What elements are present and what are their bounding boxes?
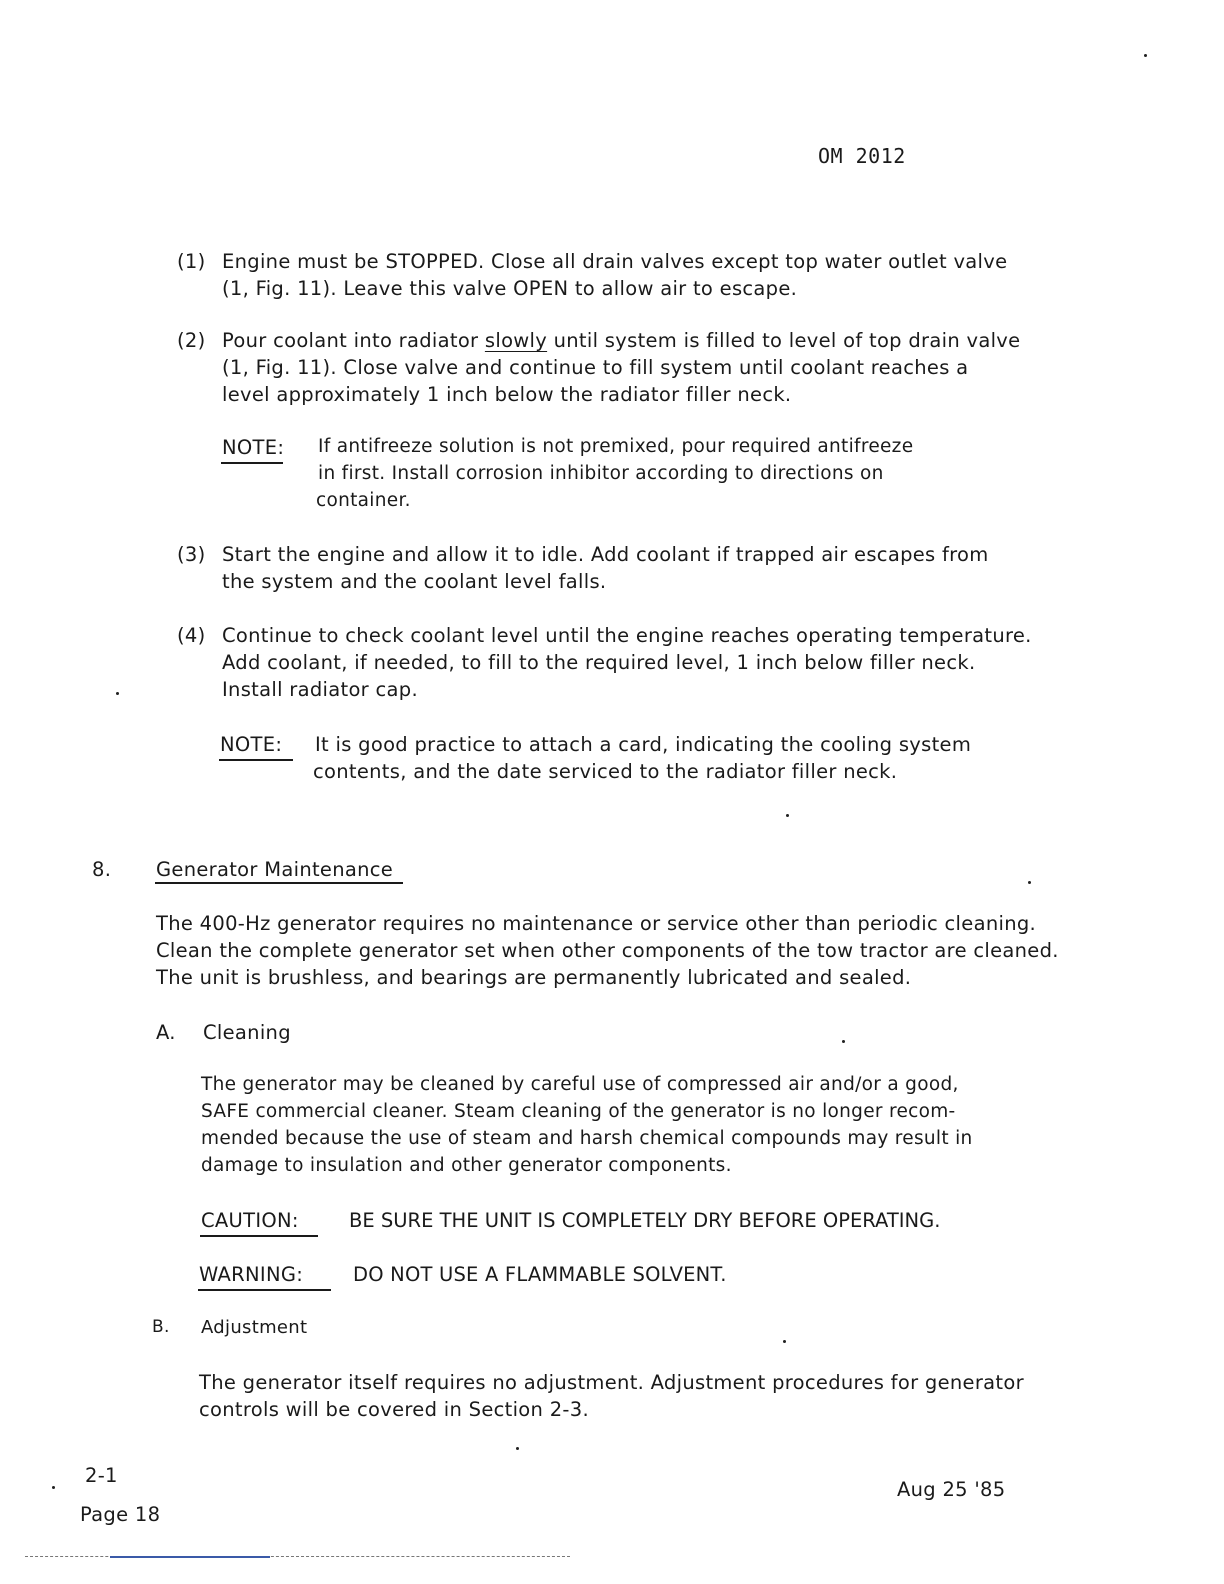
note-label-underline [219, 759, 293, 761]
step-number: (1) [177, 250, 206, 273]
step-text-line: Engine must be STOPPED. Close all drain valves except top water outlet valve [222, 250, 1008, 273]
subsection-label: B. [152, 1317, 170, 1337]
scan-edge-mark [110, 1556, 270, 1558]
section-paragraph-line: Clean the complete generator set when other components of the tow tractor are cleaned. [156, 939, 1059, 962]
scan-speck [842, 1040, 845, 1043]
scan-edge-line [25, 1556, 570, 1557]
document-id: OM 2012 [818, 144, 906, 168]
step-text-line: (1, Fig. 11). Leave this valve OPEN to allow air to escape. [222, 277, 798, 300]
step-number: (4) [177, 624, 206, 647]
step-text-line: Install radiator cap. [222, 678, 418, 701]
step-text-segment: Pour coolant into radiator [222, 329, 485, 352]
subsection-paragraph-line: controls will be covered in Section 2-3. [199, 1398, 589, 1421]
section-number: 8. [92, 858, 112, 881]
emphasis-slowly: slowly [484, 329, 548, 352]
caution-text: BE SURE THE UNIT IS COMPLETELY DRY BEFORE OPERATING. [349, 1209, 941, 1232]
note-text-line: in first. Install corrosion inhibitor according to directions on [318, 463, 884, 484]
step-text-line [222, 331, 1020, 351]
note-text-line: container. [316, 490, 411, 511]
scan-speck [783, 1340, 786, 1343]
subsection-label: A. [156, 1021, 176, 1044]
caution-label: CAUTION: [201, 1209, 299, 1232]
subsection-paragraph-line: damage to insulation and other generator components. [201, 1155, 732, 1176]
footer-section-number: 2-1 [85, 1464, 118, 1487]
step-text-segment: until system is filled to level of top drain valve [547, 329, 1021, 352]
footer-page-number: Page 18 [80, 1503, 161, 1526]
subsection-title: Adjustment [201, 1317, 308, 1338]
scan-speck [52, 1486, 55, 1489]
step-text-line: the system and the coolant level falls. [222, 570, 607, 593]
warning-label: WARNING: [199, 1263, 304, 1286]
step-text-line: Start the engine and allow it to idle. Add coolant if trapped air escapes from [222, 543, 989, 566]
step-text-line: (1, Fig. 11). Close valve and continue to fill system until coolant reaches a [222, 356, 969, 379]
section-title: Generator Maintenance [156, 858, 394, 881]
subsection-paragraph-line: SAFE commercial cleaner. Steam cleaning of the generator is no longer recom- [201, 1101, 956, 1122]
step-number: (3) [177, 543, 206, 566]
warning-label-underline [198, 1289, 331, 1291]
scan-speck [516, 1447, 519, 1450]
section-paragraph-line: The unit is brushless, and bearings are permanently lubricated and sealed. [156, 966, 912, 989]
footer-date: Aug 25 '85 [897, 1478, 1006, 1501]
scan-speck [1144, 54, 1147, 57]
subsection-paragraph-line: The generator may be cleaned by careful use of compressed air and/or a good, [201, 1074, 959, 1095]
step-number: (2) [177, 329, 206, 352]
note-label: NOTE: [220, 733, 283, 756]
step-text-line: level approximately 1 inch below the radiator filler neck. [222, 383, 792, 406]
note-label: NOTE: [222, 436, 285, 459]
note-text-line: contents, and the date serviced to the radiator filler neck. [313, 760, 898, 783]
subsection-paragraph-line: The generator itself requires no adjustment. Adjustment procedures for generator [199, 1371, 1024, 1394]
scan-speck [1028, 881, 1031, 884]
note-text-line: If antifreeze solution is not premixed, pour required antifreeze [318, 436, 914, 457]
step-text-line: Add coolant, if needed, to fill to the required level, 1 inch below filler neck. [222, 651, 976, 674]
note-label-underline [221, 462, 283, 464]
note-text-line: It is good practice to attach a card, indicating the cooling system [315, 733, 972, 756]
step-text-line: Continue to check coolant level until the engine reaches operating temperature. [222, 624, 1032, 647]
scan-speck [116, 692, 119, 695]
section-paragraph-line: The 400-Hz generator requires no maintenance or service other than periodic cleaning. [156, 912, 1037, 935]
warning-text: DO NOT USE A FLAMMABLE SOLVENT. [353, 1263, 727, 1286]
scan-speck [786, 814, 789, 817]
section-title-underline [155, 882, 403, 884]
subsection-title: Cleaning [203, 1021, 291, 1044]
caution-label-underline [200, 1235, 318, 1237]
subsection-paragraph-line: mended because the use of steam and harsh chemical compounds may result in [201, 1128, 973, 1149]
